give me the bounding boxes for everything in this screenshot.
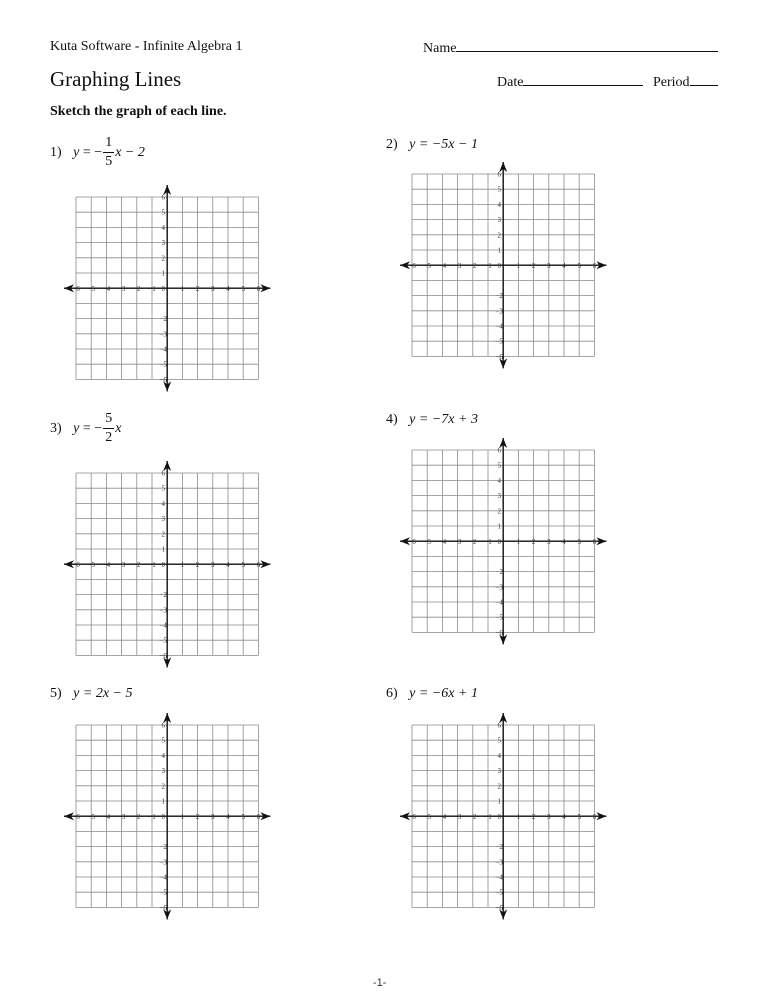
y-tick-label: 6: [497, 721, 501, 730]
problem-number: 1): [50, 144, 62, 160]
x-tick-label: 3: [211, 285, 215, 294]
x-tick-label: −1: [484, 538, 492, 547]
page-title: Graphing Lines: [50, 67, 182, 91]
y-tick-label: 3: [161, 767, 165, 776]
x-tick-label: 1: [180, 561, 185, 570]
x-tick-label: 5: [577, 813, 581, 822]
x-tick-label: 2: [531, 538, 536, 547]
problem-number: 6): [386, 686, 398, 701]
name-field[interactable]: [423, 39, 718, 57]
date-label: Date: [497, 75, 524, 90]
x-tick-label: 4: [226, 561, 230, 570]
x-tick-label: −2: [469, 538, 477, 547]
grid-svg: [398, 160, 608, 370]
y-tick-label: 1: [497, 246, 501, 255]
date-field[interactable]: [497, 73, 643, 91]
problem-2: [386, 137, 478, 153]
y-tick-label: −6: [159, 375, 167, 384]
x-tick-label: 0: [497, 538, 501, 547]
x-tick-label: 3: [211, 813, 215, 822]
x-tick-label: 6: [256, 813, 261, 822]
x-tick-label: −3: [453, 538, 462, 547]
y-tick-label: 2: [497, 782, 501, 791]
fraction: $\frac{5}{2}$: [105, 411, 113, 445]
y-tick-label: −6: [159, 651, 167, 660]
y-tick-label: 4: [161, 499, 165, 508]
y-tick-label: 4: [497, 200, 501, 209]
x-tick-label: −6: [72, 561, 80, 570]
x-tick-label: −6: [72, 285, 80, 294]
y-tick-label: 2: [161, 530, 165, 539]
y-tick-label: −6: [495, 352, 503, 361]
equation: y = − $\frac{1}{5}$ x − 2: [73, 135, 145, 169]
y-tick-label: 3: [161, 239, 165, 248]
x-tick-label: 4: [562, 813, 566, 822]
x-tick-label: −2: [133, 813, 141, 822]
y-tick-label: −2: [159, 591, 167, 600]
y-tick-label: 2: [497, 231, 501, 240]
y-tick-label: −4: [159, 621, 167, 630]
software-label: Kuta Software - Infinite Algebra 1: [50, 39, 243, 54]
x-tick-label: −5: [87, 285, 95, 294]
y-tick-label: −3: [159, 330, 167, 339]
coordinate-grid-4[interactable]: [398, 436, 608, 646]
y-tick-label: 4: [497, 476, 501, 485]
x-tick-label: 0: [161, 285, 165, 294]
y-tick-label: 5: [497, 736, 501, 745]
x-tick-label: 1: [180, 813, 185, 822]
y-tick-label: 1: [497, 797, 501, 806]
instructions: Sketch the graph of each line.: [50, 104, 227, 119]
x-tick-label: −5: [87, 813, 95, 822]
y-tick-label: 2: [497, 507, 501, 516]
period-field[interactable]: [653, 73, 718, 91]
y-tick-label: −6: [495, 628, 503, 637]
x-tick-label: 6: [592, 538, 597, 547]
x-tick-label: 0: [497, 813, 501, 822]
coordinate-grid-6[interactable]: [398, 711, 608, 921]
y-tick-label: 1: [161, 545, 165, 554]
y-tick-label: 6: [161, 469, 165, 478]
x-tick-label: −1: [148, 561, 156, 570]
x-tick-label: −3: [453, 813, 462, 822]
x-tick-label: 1: [180, 285, 185, 294]
y-tick-label: −4: [495, 598, 503, 607]
y-tick-label: −3: [495, 583, 503, 592]
x-tick-label: −6: [408, 262, 416, 271]
x-tick-label: −5: [423, 813, 431, 822]
y-tick-label: 5: [497, 185, 501, 194]
x-tick-label: 3: [547, 813, 551, 822]
x-tick-label: −5: [423, 262, 431, 271]
y-tick-label: −5: [159, 888, 167, 897]
grid-svg: [62, 711, 272, 921]
x-tick-label: 6: [256, 561, 261, 570]
y-tick-label: 4: [161, 223, 165, 232]
coordinate-grid-1[interactable]: [62, 183, 272, 393]
x-tick-label: −3: [453, 262, 462, 271]
x-tick-label: 0: [497, 262, 501, 271]
y-tick-label: 1: [161, 269, 165, 278]
y-tick-label: −2: [495, 568, 503, 577]
period-label: Period: [653, 75, 690, 90]
problem-number: 3): [50, 420, 62, 436]
y-tick-label: 6: [161, 193, 165, 202]
problem-number: 2): [386, 137, 398, 152]
y-tick-label: 2: [161, 782, 165, 791]
y-tick-label: −2: [495, 843, 503, 852]
grid-svg: [398, 711, 608, 921]
x-tick-label: −4: [438, 813, 447, 822]
y-tick-label: −3: [159, 606, 167, 615]
y-tick-label: −3: [495, 307, 503, 316]
y-tick-label: −4: [159, 873, 167, 882]
equation: y = − $\frac{5}{2}$ x: [73, 411, 122, 445]
y-tick-label: 3: [497, 492, 501, 501]
y-tick-label: −5: [159, 636, 167, 645]
x-tick-label: −4: [438, 538, 447, 547]
x-tick-label: 1: [516, 538, 521, 547]
x-tick-label: 4: [226, 813, 230, 822]
x-tick-label: −4: [102, 561, 111, 570]
grid-svg: [398, 436, 608, 646]
y-tick-label: 4: [161, 751, 165, 760]
x-tick-label: −3: [117, 813, 126, 822]
x-tick-label: −3: [117, 561, 126, 570]
x-tick-label: 5: [241, 285, 245, 294]
y-tick-label: 5: [161, 484, 165, 493]
y-tick-label: 6: [497, 170, 501, 179]
x-tick-label: −1: [484, 813, 492, 822]
x-tick-label: −3: [117, 285, 126, 294]
problem-1: [50, 136, 145, 169]
x-tick-label: 4: [562, 262, 566, 271]
x-tick-label: 5: [577, 262, 581, 271]
x-tick-label: 5: [241, 813, 245, 822]
y-tick-label: 3: [497, 767, 501, 776]
y-tick-label: −3: [159, 858, 167, 867]
x-tick-label: 5: [241, 561, 245, 570]
y-tick-label: −6: [495, 903, 503, 912]
period-blank[interactable]: [690, 73, 718, 86]
name-blank[interactable]: [456, 39, 718, 52]
coordinate-grid-5[interactable]: [62, 711, 272, 921]
x-tick-label: 2: [195, 561, 200, 570]
x-tick-label: 2: [195, 285, 200, 294]
y-tick-label: −2: [159, 843, 167, 852]
x-tick-label: −4: [438, 262, 447, 271]
name-label: Name: [423, 41, 457, 56]
grid-svg: [62, 183, 272, 393]
problem-6: [386, 686, 478, 702]
y-tick-label: 1: [161, 797, 165, 806]
x-tick-label: −2: [133, 561, 141, 570]
y-tick-label: −2: [495, 292, 503, 301]
y-tick-label: 6: [497, 446, 501, 455]
x-tick-label: 2: [531, 262, 536, 271]
x-tick-label: −2: [469, 813, 477, 822]
x-tick-label: −1: [148, 285, 156, 294]
equation: y = −5x − 1: [409, 137, 478, 152]
x-tick-label: 4: [226, 285, 230, 294]
y-tick-label: 6: [161, 721, 165, 730]
y-tick-label: −4: [495, 873, 503, 882]
y-tick-label: −4: [159, 345, 167, 354]
x-tick-label: −1: [484, 262, 492, 271]
x-tick-label: −4: [102, 285, 111, 294]
problem-number: 4): [386, 412, 398, 427]
x-tick-label: 6: [592, 813, 597, 822]
x-tick-label: 6: [256, 285, 261, 294]
x-tick-label: 3: [211, 561, 215, 570]
equation: y = 2x − 5: [73, 686, 133, 701]
y-tick-label: 3: [161, 515, 165, 524]
x-tick-label: 1: [516, 813, 521, 822]
problem-3: [50, 412, 121, 445]
problem-4: [386, 412, 478, 428]
y-tick-label: 4: [497, 751, 501, 760]
problem-number: 5): [50, 686, 62, 701]
x-tick-label: −2: [469, 262, 477, 271]
x-tick-label: −5: [87, 561, 95, 570]
y-tick-label: −5: [159, 360, 167, 369]
y-tick-label: −3: [495, 858, 503, 867]
x-tick-label: 3: [547, 262, 551, 271]
y-tick-label: 3: [497, 216, 501, 225]
y-tick-label: −5: [495, 613, 503, 622]
x-tick-label: 0: [161, 561, 165, 570]
coordinate-grid-2[interactable]: [398, 160, 608, 370]
x-tick-label: 6: [592, 262, 597, 271]
x-tick-label: 1: [516, 262, 521, 271]
problem-5: [50, 686, 133, 702]
y-tick-label: −5: [495, 888, 503, 897]
x-tick-label: −6: [408, 813, 416, 822]
x-tick-label: 0: [161, 813, 165, 822]
equation: y = −6x + 1: [409, 686, 478, 701]
grid-svg: [62, 459, 272, 669]
x-tick-label: −1: [148, 813, 156, 822]
x-tick-label: −2: [133, 285, 141, 294]
x-tick-label: 2: [195, 813, 200, 822]
x-tick-label: 5: [577, 538, 581, 547]
coordinate-grid-3[interactable]: [62, 459, 272, 669]
y-tick-label: 2: [161, 254, 165, 263]
equation: y = −7x + 3: [409, 412, 478, 427]
y-tick-label: −4: [495, 322, 503, 331]
x-tick-label: −6: [408, 538, 416, 547]
date-blank[interactable]: [523, 73, 643, 86]
y-tick-label: 5: [497, 461, 501, 470]
y-tick-label: 1: [497, 522, 501, 531]
y-tick-label: 5: [161, 736, 165, 745]
x-tick-label: 2: [531, 813, 536, 822]
x-tick-label: 4: [562, 538, 566, 547]
x-tick-label: 3: [547, 538, 551, 547]
y-tick-label: 5: [161, 208, 165, 217]
x-tick-label: −4: [102, 813, 111, 822]
x-tick-label: −6: [72, 813, 80, 822]
y-tick-label: −5: [495, 337, 503, 346]
page-number: -1-: [373, 977, 387, 989]
fraction: $\frac{1}{5}$: [105, 135, 113, 169]
y-tick-label: −6: [159, 903, 167, 912]
x-tick-label: −5: [423, 538, 431, 547]
y-tick-label: −2: [159, 315, 167, 324]
